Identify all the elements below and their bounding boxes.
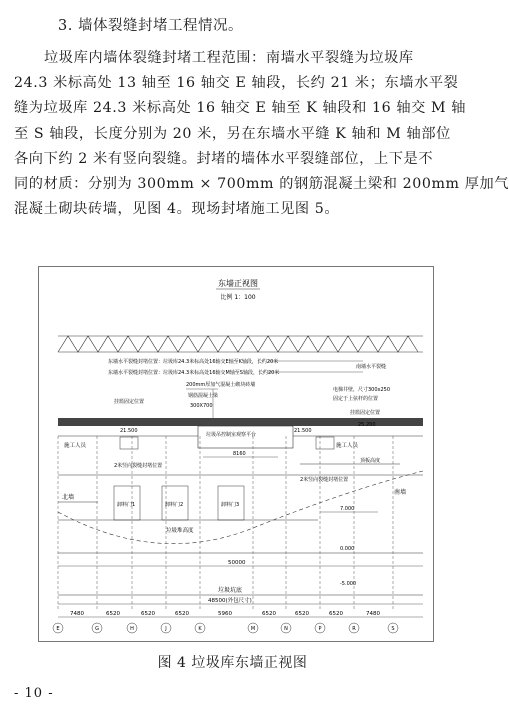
unloading-door-2: 卸料门2 — [165, 502, 184, 508]
page-number: - 10 - — [14, 686, 54, 701]
grid-axis-label: N — [284, 626, 288, 632]
vertical-crack-right: 2米竖向裂缝封堵位置 — [300, 477, 349, 483]
paragraph-line: 各向下约 2 米有竖向裂缝。封堵的墙体水平裂缝部位，上下是不 — [14, 150, 434, 167]
span-label: 7480 — [366, 611, 380, 617]
wall-note: 200mm厚加气混凝土砌块砖墙 — [186, 382, 256, 388]
body-paragraph — [14, 46, 509, 222]
grid-axis-label: K — [198, 626, 202, 632]
span-label: 6520 — [262, 611, 276, 617]
crack-callout-2: 东墙水平裂缝封堵位置：垃圾库24.3米标高处16轴交M轴至S轴段，长约20米 — [108, 370, 280, 376]
roof-truss — [58, 336, 423, 352]
elevation-0: 0.000 — [340, 546, 355, 552]
vertical-crack-left: 2米竖向裂缝封堵位置 — [114, 463, 163, 469]
span-label: 5960 — [218, 611, 232, 617]
south-wall-label: 南墙 — [394, 489, 407, 496]
span-label: 7480 — [70, 611, 84, 617]
elevation-7: 7.000 — [340, 506, 355, 512]
grid-axis-label: E — [56, 626, 60, 632]
span-label: 6520 — [295, 611, 309, 617]
hanging-basket-fix-right: 挂篮固定位置 — [350, 410, 381, 416]
north-wall-label: 北墙 — [62, 494, 75, 501]
span-label: 6520 — [175, 611, 189, 617]
elevation-right: 21.500 — [294, 428, 312, 434]
unloading-door-1: 卸料门1 — [117, 502, 136, 508]
garbage-pile-label: 垃圾堆高度 — [166, 528, 194, 534]
span-label: 6520 — [106, 611, 120, 617]
grid-axis-label: M — [250, 626, 256, 632]
elevation-left: 21.500 — [120, 428, 138, 434]
grid-axis-label: R — [352, 626, 356, 632]
beam-size: 300X700 — [190, 403, 213, 409]
grid-axis-label: H — [130, 626, 134, 632]
section-heading: 3. 墙体裂缝封堵工程情况。 — [58, 18, 243, 34]
hanging-basket-fix-left: 挂篮固定位置 — [114, 399, 145, 405]
total-dimension-1: 50000 — [228, 560, 246, 566]
span-label: 6520 — [141, 611, 155, 617]
south-wall-top-label: 顶板高度 — [360, 458, 381, 464]
crack-callout-1: 东墙水平裂缝封堵位置：垃圾库24.3米标高处16轴交E轴至K轴段，长约20米 — [108, 359, 279, 365]
elevator-shaft-note: 电梯井壁，尺寸300x250 — [333, 387, 391, 393]
span-label: 6520 — [329, 611, 343, 617]
elevation-mid: 25.200 — [358, 422, 376, 428]
south-crack-callout: 南墙水平裂缝 — [356, 364, 387, 370]
figure-caption: 图 4 垃圾库东墙正视图 — [157, 655, 308, 671]
paragraph-line: 混凝土砌块砖墙，见图 4。现场封堵施工见图 5。 — [14, 201, 340, 218]
beam-note: 钢筋混凝土梁 — [188, 393, 219, 399]
paragraph-line: 同的材质：分别为 300mm × 700mm 的钢筋混凝土梁和 200mm 厚加气 — [14, 176, 509, 193]
grid-axis-label: J — [165, 626, 167, 632]
pit-bottom-label: 垃圾坑底 — [218, 587, 243, 594]
paragraph-line: 垃圾库内墙体裂缝封堵工程范围：南墙水平裂缝为垃圾库 — [44, 50, 414, 66]
grid-axis-label: G — [95, 626, 99, 632]
paragraph-line: 24.3 米标高处 13 轴至 16 轴交 E 轴段，长约 21 米；东墙水平裂 — [14, 75, 459, 92]
unloading-door-3: 卸料门3 — [221, 502, 240, 508]
grid-axis-label: P — [318, 626, 322, 632]
east-wall-elevation-drawing — [38, 266, 434, 642]
fixing-position-note: 固定于上弦杆的位置 — [333, 396, 379, 402]
grid-axis-label: S — [391, 626, 395, 632]
garbage-pile-curve — [58, 471, 423, 544]
paragraph-line: 缝为垃圾库 24.3 米标高处 16 轴交 E 轴至 K 轴段和 16 轴交 M 轴 — [14, 100, 467, 117]
dimension-mid: 8160 — [233, 451, 246, 457]
worker-label-right: 施工人员 — [336, 443, 359, 449]
drawing-scale: 比例 1：100 — [220, 294, 256, 301]
elevation-minus-5: -5.000 — [340, 581, 357, 587]
span-dimensions — [70, 611, 380, 617]
platform-label: 垃圾吊控制室观察平台 — [206, 432, 257, 438]
paragraph-line: 至 S 轴段，长度分别为 20 米，另在东墙水平缝 K 轴和 M 轴部位 — [14, 125, 451, 142]
worker-label-left: 施工人员 — [64, 443, 87, 449]
drawing-title: 东墙正视图 — [218, 279, 258, 288]
total-dimension-2: 48500(外包尺寸) — [208, 598, 252, 604]
